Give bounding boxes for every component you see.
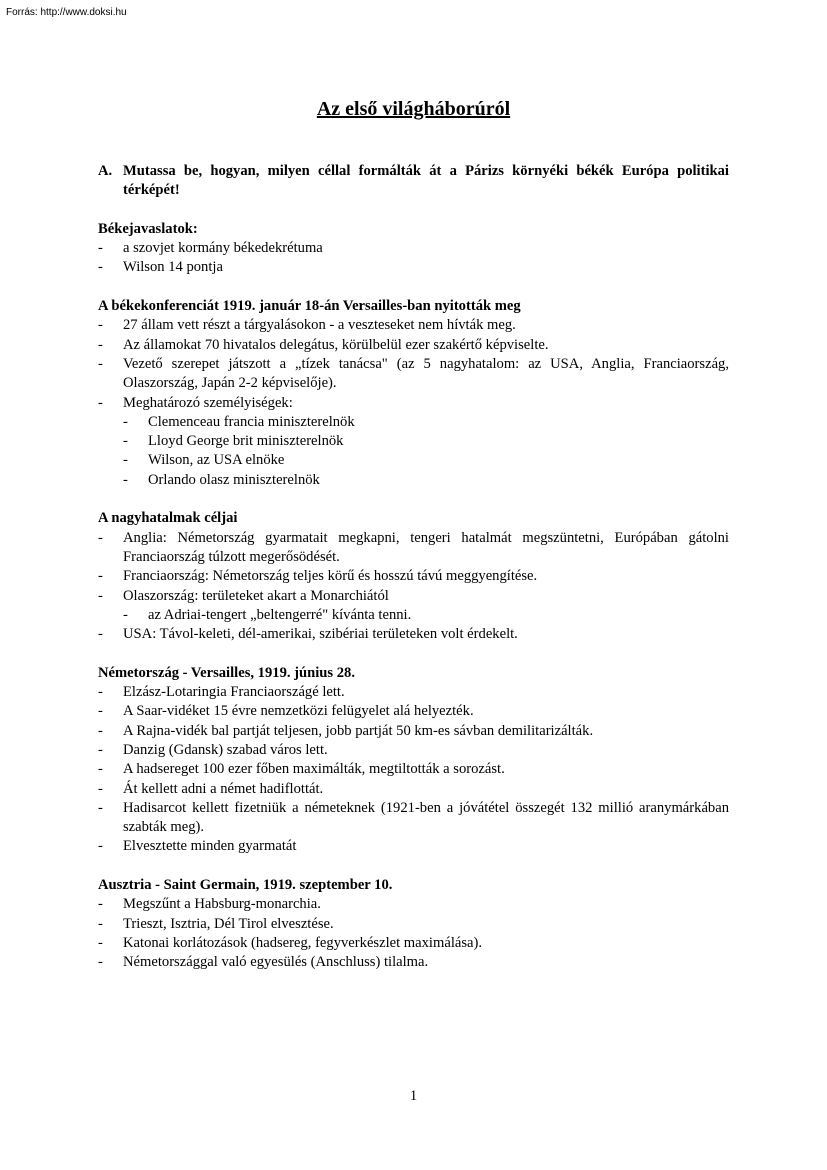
sub-list-item [123,471,729,490]
list-item [98,837,729,856]
sub-list-item [123,413,729,432]
list-item [98,625,729,644]
bullet-dash: - [98,799,103,816]
list-item-text: Hadisarcot kellett fizetniük a németeknek (1921-ben a jóvátétel összegét 132 millió aranymárkában szabták meg). [123,799,729,836]
bullet-dash: - [98,317,103,334]
section-heading: A nagyhatalmak céljai [98,510,238,527]
list-item-text: Megszűnt a Habsburg-monarchia. [123,896,321,913]
bullet-dash: - [98,684,103,701]
question-text: Mutassa be, hogyan, milyen céllal formálták át a Párizs környéki békék Európa politikai térképét! [123,163,729,199]
list-item [98,587,729,606]
list-item-text: USA: Távol-keleti, dél-amerikai, szibériai területeken volt érdekelt. [123,626,518,643]
list-item [98,336,729,355]
list-item-text: Az államokat 70 hivatalos delegátus, körülbelül ezer szakértő képviselte. [123,336,549,353]
bullet-list [98,316,729,490]
list-item-text: Lloyd George brit miniszterelnök [148,433,344,450]
bullet-dash: - [98,703,103,720]
list-item-text: Wilson 14 pontja [123,259,223,276]
document-body [98,162,729,972]
sub-bullet-list [123,413,729,490]
bullet-dash: - [98,240,103,257]
sub-list-item [123,451,729,470]
list-item-text: Danzig (Gdansk) szabad város lett. [123,741,328,758]
list-item-text: Wilson, az USA elnöke [148,452,285,469]
list-item-text: Elzász-Lotaringia Franciaországé lett. [123,684,345,701]
list-item-text: a szovjet kormány békedekrétuma [123,240,323,257]
bullet-dash: - [98,915,103,932]
bullet-list [98,239,729,278]
source-note: Forrás: http://www.doksi.hu [6,7,127,18]
bullet-dash: - [98,838,103,855]
bullet-dash: - [98,896,103,913]
section-heading: Békejavaslatok: [98,220,198,237]
question [98,162,729,201]
sub-list-item [123,432,729,451]
list-item [98,915,729,934]
list-item [98,355,729,394]
list-item [98,239,729,258]
bullet-dash: - [98,722,103,739]
question-letter: A. [98,163,113,179]
section [98,876,729,972]
sections [98,220,729,973]
bullet-dash: - [98,529,103,546]
bullet-dash: - [98,934,103,951]
bullet-dash: - [98,741,103,758]
list-item [98,953,729,972]
list-item-text: Át kellett adni a német hadiflottát. [123,780,324,797]
section [98,664,729,857]
section-heading: Németország - Versailles, 1919. június 28. [98,664,355,681]
list-item [98,780,729,799]
list-item-text: Clemenceau francia miniszterelnök [148,413,355,430]
page-title: Az első világháborúról [316,98,511,120]
bullet-list [98,529,729,645]
section-heading: Ausztria - Saint Germain, 1919. szeptember 10. [98,876,393,893]
list-item-text: Katonai korlátozások (hadsereg, fegyverkészlet maximálása). [123,934,483,951]
list-item [98,895,729,914]
list-item [98,760,729,779]
list-item-text: A Rajna-vidék bal partját teljesen, jobb partját 50 km-es sávban demilitarizálták. [123,722,594,739]
list-item-text: Franciaország: Németország teljes körű és hosszú távú meggyengítése. [123,568,538,585]
sub-bullet-list [123,606,729,625]
bullet-dash: - [98,954,103,971]
bullet-dash: - [98,761,103,778]
list-item [98,394,729,413]
bullet-dash: - [98,355,103,372]
list-item [98,702,729,721]
section [98,220,729,278]
bullet-dash: - [98,568,103,585]
list-item-text: Trieszt, Isztria, Dél Tirol elvesztése. [123,915,334,932]
list-item [98,258,729,277]
list-item-text: A Saar-vidéket 15 évre nemzetközi felügyelet alá helyezték. [123,703,474,720]
list-item-text: Olaszország: területeket akart a Monarchiától [123,587,389,604]
list-item-text: az Adriai-tengert „beltengerré" kívánta tenni. [148,606,412,623]
list-item [98,722,729,741]
list-item-text: Elvesztette minden gyarmatát [123,838,297,855]
list-item [98,529,729,568]
bullet-dash: - [123,471,128,488]
list-item [98,799,729,838]
bullet-list [98,895,729,972]
bullet-dash: - [123,452,128,469]
page-number: 1 [409,1088,418,1104]
section [98,509,729,644]
sub-list-item [123,606,729,625]
list-item [98,567,729,586]
section [98,297,729,490]
section-heading: A békekonferenciát 1919. január 18-án Versailles-ban nyitották meg [98,298,521,315]
list-item-text: Meghatározó személyiségek: [123,394,293,411]
bullet-dash: - [98,394,103,411]
list-item-text: Anglia: Németország gyarmatait megkapni, tengeri hatalmát megszüntetni, Európában gátolni Franciaország túlzott megerősödését. [123,529,729,565]
list-item-text: 27 állam vett részt a tárgyalásokon - a veszteseket nem hívták meg. [123,317,516,334]
list-item [98,934,729,953]
list-item [98,683,729,702]
bullet-dash: - [98,780,103,797]
list-item-text: Vezető szerepet játszott a „tízek tanácsa" (az 5 nagyhatalom: az USA, Anglia, Franciaország, Olaszország, Japán 2-2 képviselője). [123,355,729,392]
list-item-text: Németországgal való egyesülés (Anschluss) tilalma. [123,954,429,971]
list-item-text: A hadsereget 100 ezer főben maximálták, megtiltották a sorozást. [123,761,505,778]
list-item [98,741,729,760]
bullet-dash: - [98,626,103,643]
list-item-text: Orlando olasz miniszterelnök [148,471,320,488]
bullet-dash: - [123,433,128,450]
bullet-dash: - [123,413,128,430]
bullet-dash: - [98,259,103,276]
bullet-dash: - [123,606,128,623]
bullet-dash: - [98,336,103,353]
bullet-list [98,683,729,857]
list-item [98,316,729,335]
bullet-dash: - [98,587,103,604]
